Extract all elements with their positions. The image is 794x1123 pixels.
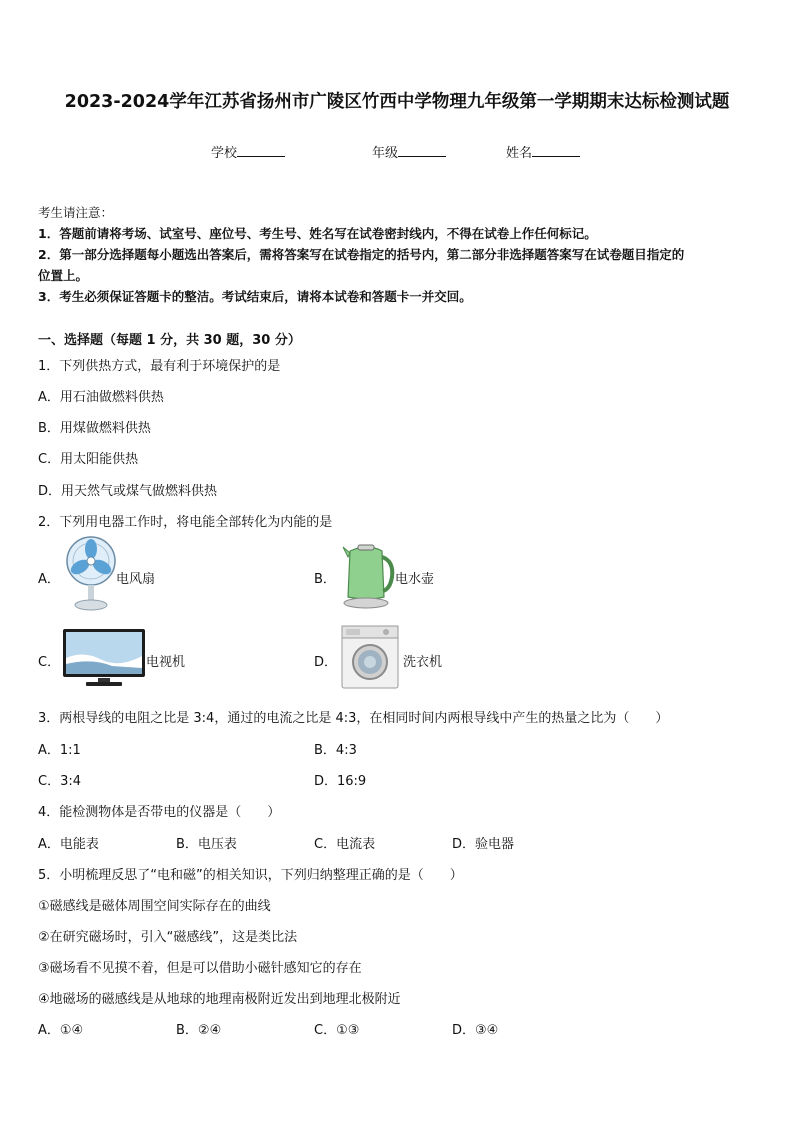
q1-option-b: B．用煤做燃料供热 bbox=[38, 421, 151, 436]
q2-option-c-letter: C． bbox=[38, 655, 61, 670]
q5-option-a: A．①④ bbox=[38, 1023, 84, 1038]
q3-option-a: A．1:1 bbox=[38, 743, 81, 758]
q5-statement-2: ②在研究磁场时，引入“磁感线”，这是类比法 bbox=[38, 930, 298, 945]
q3-stem: 3．两根导线的电阻之比是 3:4，通过的电流之比是 4:3，在相同时间内两根导线中产生的热量之比为（ ） bbox=[38, 711, 669, 726]
q3-option-c: C．3:4 bbox=[38, 774, 81, 789]
q5-statement-1: ①磁感线是磁体周围空间实际存在的曲线 bbox=[38, 899, 271, 914]
electric-fan-icon bbox=[62, 535, 120, 613]
school-label: 学校 bbox=[211, 146, 238, 161]
notice-item-2: 2．第一部分选择题每小题选出答案后，需将答案写在试卷指定的括号内，第二部分非选择题答案写在试卷题目指定的 bbox=[38, 247, 685, 262]
name-label: 姓名 bbox=[506, 146, 533, 161]
q2-option-a-letter: A． bbox=[38, 572, 60, 587]
grade-blank bbox=[398, 144, 446, 157]
q1-option-c: C．用太阳能供热 bbox=[38, 452, 139, 467]
q2-stem: 2．下列用电器工作时，将电能全部转化为内能的是 bbox=[38, 515, 333, 530]
name-blank bbox=[532, 144, 580, 157]
q4-stem: 4．能检测物体是否带电的仪器是（ ） bbox=[38, 805, 281, 820]
q3-option-d: D．16:9 bbox=[314, 774, 367, 789]
q1-option-a: A．用石油做燃料供热 bbox=[38, 390, 164, 405]
electric-kettle-icon bbox=[338, 537, 398, 611]
q2-option-b bbox=[314, 535, 574, 615]
notice-item-3: 3．考生必须保证答题卡的整洁。考试结束后，请将本试卷和答题卡一并交回。 bbox=[38, 289, 472, 304]
q4-option-d: D．验电器 bbox=[452, 837, 515, 852]
q1-stem: 1．下列供热方式，最有利于环境保护的是 bbox=[38, 359, 281, 374]
q2-option-a bbox=[38, 535, 298, 615]
q5-statement-4: ④地磁场的磁感线是从地球的地理南极附近发出到地理北极附近 bbox=[38, 992, 401, 1007]
q2-option-d bbox=[314, 620, 574, 692]
q2-option-b-letter: B． bbox=[314, 572, 336, 587]
school-field bbox=[211, 142, 285, 161]
name-field bbox=[506, 142, 580, 161]
q4-option-b: B．电压表 bbox=[176, 837, 237, 852]
q2-option-a-label: 电风扇 bbox=[116, 572, 156, 587]
q5-stem: 5．小明梳理反思了“电和磁”的相关知识，下列归纳整理正确的是（ ） bbox=[38, 868, 463, 883]
school-blank bbox=[237, 144, 285, 157]
q2-option-d-letter: D． bbox=[314, 655, 338, 670]
q5-option-c: C．①③ bbox=[314, 1023, 360, 1038]
q2-option-c bbox=[38, 620, 298, 692]
q5-option-b: B．②④ bbox=[176, 1023, 222, 1038]
q5-statement-3: ③磁场看不见摸不着，但是可以借助小磁针感知它的存在 bbox=[38, 961, 362, 976]
exam-title: 2023-2024学年江苏省扬州市广陵区竹西中学物理九年级第一学期期末达标检测试题 bbox=[64, 92, 730, 112]
q1-option-d: D．用天然气或煤气做燃料供热 bbox=[38, 484, 218, 499]
notice-heading: 考生请注意： bbox=[38, 205, 114, 220]
grade-field bbox=[372, 142, 446, 161]
q2-option-b-label: 电水壶 bbox=[395, 572, 435, 587]
q4-option-c: C．电流表 bbox=[314, 837, 376, 852]
section-heading: 一、选择题（每题 1 分，共 30 题，30 分） bbox=[38, 333, 301, 348]
q2-option-c-label: 电视机 bbox=[146, 655, 186, 670]
q3-option-b: B．4:3 bbox=[314, 743, 357, 758]
q5-option-d: D．③④ bbox=[452, 1023, 499, 1038]
q4-option-a: A．电能表 bbox=[38, 837, 99, 852]
q2-option-d-label: 洗衣机 bbox=[403, 655, 443, 670]
television-icon bbox=[62, 628, 146, 688]
notice-item-2-cont: 位置上。 bbox=[38, 268, 89, 283]
notice-item-1: 1．答题前请将考场、试室号、座位号、考生号、姓名写在试卷密封线内，不得在试卷上作任何标记。 bbox=[38, 226, 597, 241]
grade-label: 年级 bbox=[372, 146, 399, 161]
washing-machine-icon bbox=[340, 624, 400, 690]
